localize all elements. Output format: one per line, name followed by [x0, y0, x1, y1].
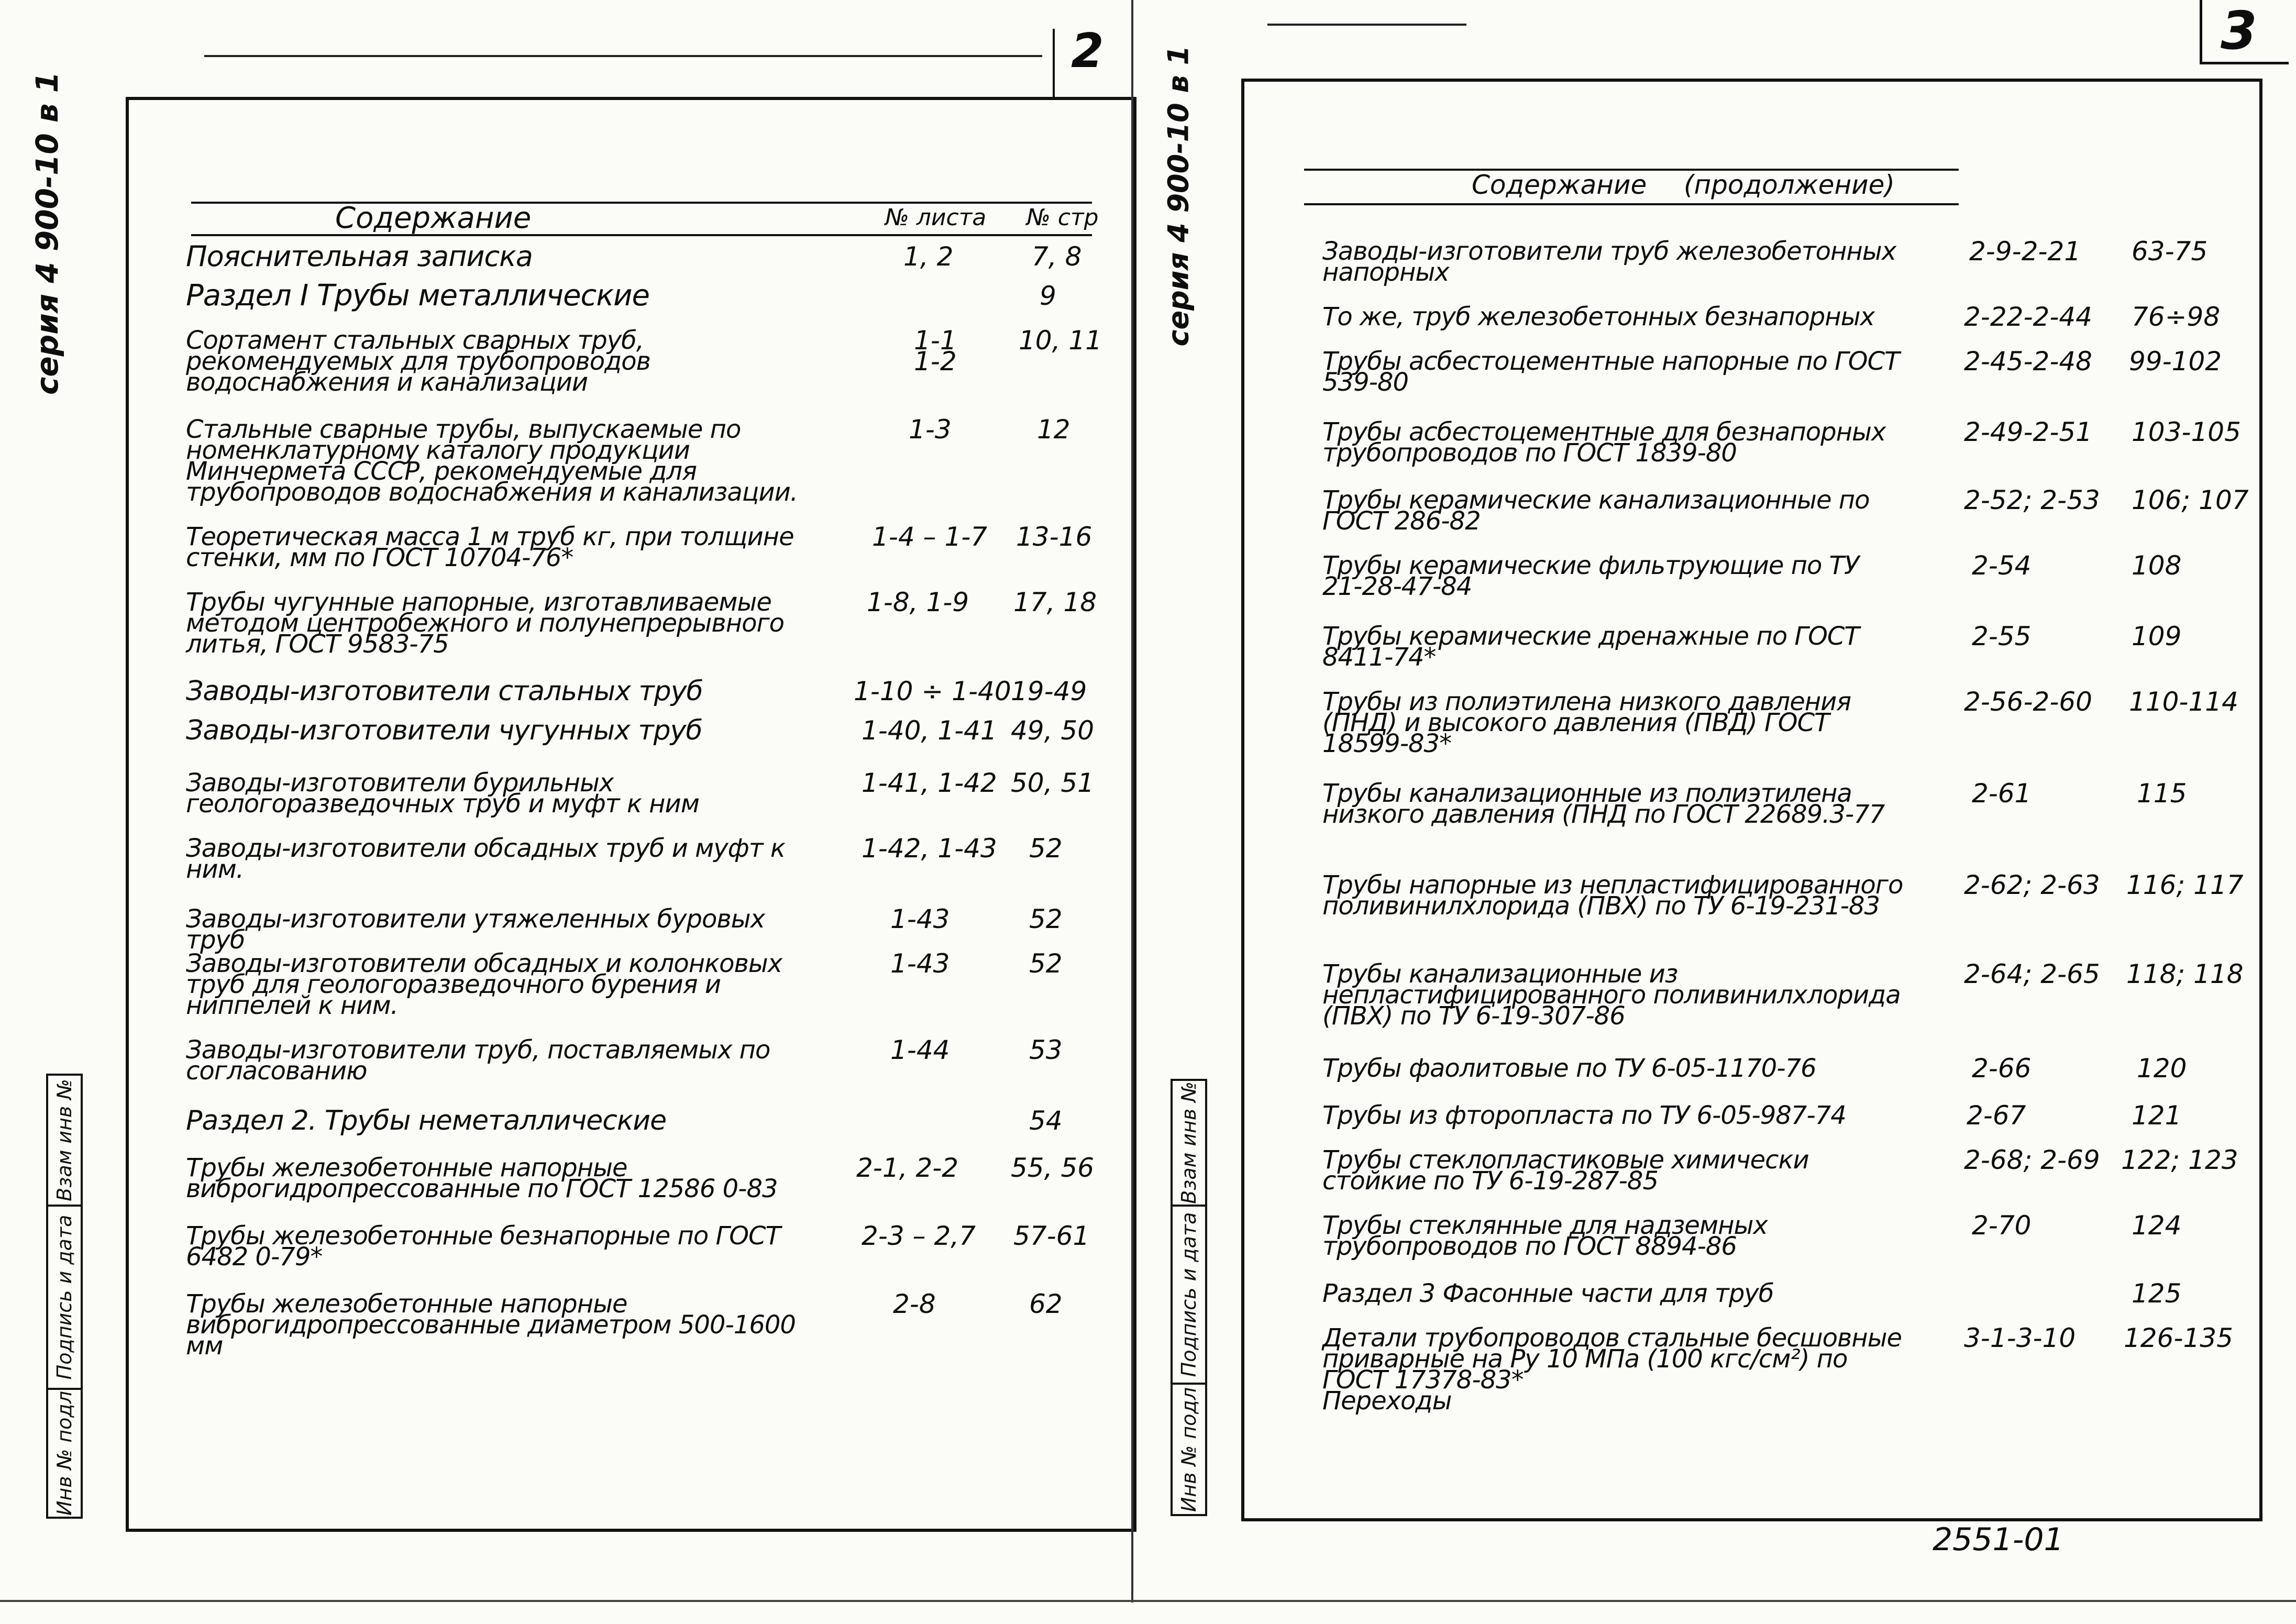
left-corner-box	[1053, 29, 1055, 97]
list-item: Трубы фаолитовые по ТУ 6-05-1170-76 2-66 120	[1322, 1053, 2187, 1084]
stamp-inv-podl: Инв № подл	[1171, 1383, 1207, 1516]
list-item: Трубы железобетонные напорные виброгидропрессованные диаметром 500-1600 мм 2-8 62	[186, 1289, 1063, 1361]
left-header-page-col: № стр	[1026, 204, 1099, 231]
stamp-inv-podl: Инв № подл	[46, 1388, 83, 1519]
list-item: Трубы из фторопласта по ТУ 6-05-987-74 2-67 121	[1322, 1100, 2182, 1131]
right-header-title: Содержание	[1472, 170, 1647, 200]
list-item: Заводы-изготовители утяжеленных буровых труб 1-43 52	[186, 904, 1063, 955]
list-item: Детали трубопроводов стальные бесшовные приварные на Ру 10 МПа (100 кгс/см²) по ГОСТ 17378-83* Переходы 3-1-3-10 126-135	[1322, 1323, 2233, 1416]
list-item: Сортамент стальных сварных труб, рекомендуемых для трубопроводов водоснабжения и канализации 1-1 1-2 10, 11	[186, 325, 1102, 397]
list-item: Трубы стеклопластиковые химически стойкие по ТУ 6-19-287-85 2-68; 2-69 122; 123	[1322, 1145, 2238, 1196]
list-item: Трубы канализационные из непластифицированного поливинилхлорида (ПВХ) по ТУ 6-19-307-86 2-64; 2-65 118; 118	[1322, 959, 2244, 1031]
list-item: Трубы напорные из непластифицированного поливинилхлорида (ПВХ) по ТУ 6-19-231-83 2-62; 2-63 116; 117	[1322, 870, 2244, 921]
list-item: Заводы-изготовители труб железобетонных напорных 2-9-2-21 63-75	[1322, 236, 2208, 287]
left-header-title: Содержание	[335, 201, 532, 235]
list-item: Заводы-изготовители бурильных геологоразведочных труб и муфт к ним 1-41, 1-42 50, 51	[186, 768, 1095, 819]
list-item: Раздел 2. Трубы неметаллические 54	[186, 1105, 1063, 1136]
left-header-rule-bottom	[191, 234, 1092, 236]
right-corner-box	[2200, 0, 2202, 63]
list-item: Трубы керамические фильтрующие по ТУ 21-28-47-84 2-54 108	[1322, 550, 2182, 601]
right-series-label: серия 4 900-10 в 1	[1162, 45, 1195, 347]
left-top-rule	[204, 55, 1042, 57]
list-item: Трубы железобетонные напорные виброгидропрессованные по ГОСТ 12586 0-83 2-1, 2-2 55, 56	[186, 1153, 1095, 1203]
right-page-number: 3	[2221, 0, 2257, 61]
list-item: Трубы асбестоцементные напорные по ГОСТ 539-80 2-45-2-48 99-102	[1322, 346, 2222, 397]
right-header-subtitle: (продолжение)	[1684, 170, 1895, 200]
right-bottom-code: 2551-01	[1933, 1521, 2064, 1558]
list-item: Трубы чугунные напорные, изготавливаемые методом центробежного и полунепрерывного литья, ГОСТ 9583-75 1-8, 1-9 17, 18	[186, 587, 1097, 659]
left-page-number: 2	[1071, 24, 1104, 79]
right-top-rule	[1267, 24, 1466, 26]
stamp-signature-date: Подпись и дата	[46, 1205, 83, 1390]
left-header-rule-top	[191, 202, 1092, 204]
list-item: Раздел 3 Фасонные части для труб 125	[1322, 1278, 2182, 1309]
list-item: Заводы-изготовители стальных труб 1-10 ÷ 1-40 19-49	[186, 676, 1087, 707]
list-item: Трубы железобетонные безнапорные по ГОСТ 6482 0-79* 2-3 – 2,7 57-61	[186, 1221, 1090, 1272]
list-item: Заводы-изготовители обсадных и колонковых труб для геологоразведочного бурения и ниппелей к ним. 1-43 52	[186, 948, 1063, 1020]
bottom-edge-line	[0, 1600, 2296, 1602]
list-item: Трубы керамические канализационные по ГОСТ 286-82 2-52; 2-53 106; 107	[1322, 485, 2249, 536]
center-fold-line	[1131, 0, 1133, 1603]
list-item: Трубы асбестоцементные для безнапорных трубопроводов по ГОСТ 1839-80 2-49-2-51 103-105	[1322, 417, 2241, 468]
right-corner-box-base	[2200, 62, 2289, 64]
list-item: Трубы канализационные из полиэтилена низкого давления (ПНД по ГОСТ 22689.3-77 2-61 115	[1322, 778, 2187, 829]
list-item: Трубы стеклянные для надземных трубопроводов по ГОСТ 8894-86 2-70 124	[1322, 1210, 2182, 1261]
list-item: Заводы-изготовители чугунных труб 1-40, 1-41 49, 50	[186, 715, 1095, 746]
list-item: Трубы из полиэтилена низкого давления (ПНД) и высокого давления (ПВД) ГОСТ 18599-83* 2-56-2-60 110-114	[1322, 687, 2238, 758]
stamp-vzam-inv: Взам инв №	[1171, 1079, 1207, 1207]
left-header-sheet-col: № листа	[885, 204, 987, 231]
list-item: Заводы-изготовители обсадных труб и муфт к ним. 1-42, 1-43 52	[186, 833, 1063, 884]
list-item: Трубы керамические дренажные по ГОСТ 8411-74* 2-55 109	[1322, 621, 2182, 672]
list-item: То же, труб железобетонных безнапорных 2-22-2-44 76÷98	[1322, 302, 2221, 332]
list-item: Заводы-изготовители труб, поставляемых по согласованию 1-44 53	[186, 1035, 1063, 1086]
list-item: Пояснительная записка 1, 2 7, 8	[186, 240, 1082, 273]
left-series-label: серия 4 900-10 в 1	[29, 71, 65, 395]
stamp-vzam-inv: Взам инв №	[46, 1074, 83, 1207]
list-item: Теоретическая масса 1 м труб кг, при толщине стенки, мм по ГОСТ 10704-76* 1-4 – 1-7 13-16	[186, 522, 1092, 572]
stamp-signature-date: Подпись и дата	[1171, 1205, 1207, 1385]
right-header-rule-bottom	[1304, 203, 1959, 205]
list-item: Стальные сварные трубы, выпускаемые по номенклатурному каталогу продукции Минчермета СССР, рекомендуемые для трубопроводов водоснабжения и канализации. 1-3 12	[186, 414, 1070, 507]
list-item: Раздел I Трубы металлические 9	[186, 279, 1056, 313]
